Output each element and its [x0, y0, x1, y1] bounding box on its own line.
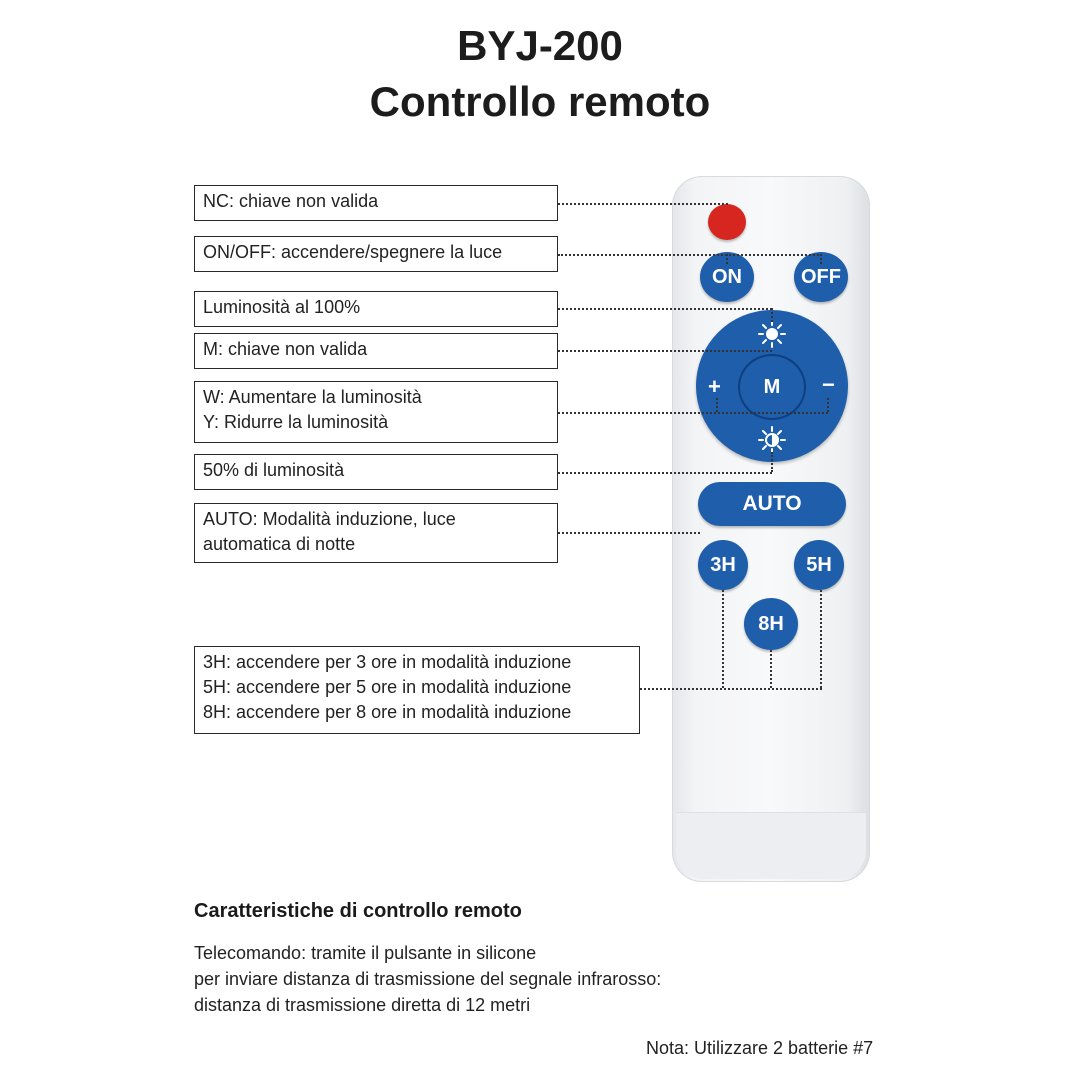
label-8h-text: 8H: accendere per 8 ore in modalità induzione	[203, 702, 572, 722]
label-onoff	[194, 236, 558, 272]
leader-5h-drop	[820, 590, 822, 688]
leader-lum50-rise	[771, 452, 773, 472]
nc-red-button[interactable]	[708, 204, 746, 240]
label-lum100	[194, 291, 558, 327]
page-subtitle: Controllo remoto	[369, 78, 711, 125]
leader-wy	[558, 412, 828, 414]
label-y-text: Y: Ridurre la luminosità	[203, 412, 389, 432]
leader-off-drop	[820, 254, 822, 264]
5h-button[interactable]: 5H	[794, 540, 844, 590]
label-m-text: M: chiave non valida	[203, 339, 368, 359]
leader-minus-drop	[827, 398, 829, 412]
leader-m	[558, 350, 772, 352]
features-line-1: Telecomando: tramite il pulsante in silicone	[194, 943, 537, 963]
leader-on-drop	[726, 254, 728, 264]
label-nc-text: NC: chiave non valida	[203, 191, 379, 211]
features-text	[194, 940, 661, 1018]
model-title: BYJ-200	[457, 22, 623, 69]
battery-cover	[676, 812, 866, 879]
features-line-3: distanza di trasmissione diretta di 12 metri	[194, 995, 531, 1015]
leader-plus-drop	[716, 398, 718, 412]
features-title: Caratteristiche di controllo remoto	[194, 900, 522, 922]
label-timers	[194, 646, 640, 734]
on-button[interactable]: ON	[700, 252, 754, 302]
label-auto-line1: AUTO: Modalità induzione, luce	[203, 509, 456, 529]
leader-8h-drop	[770, 650, 772, 688]
leader-lum50	[558, 472, 772, 474]
label-lum50-text: 50% di luminosità	[203, 460, 345, 480]
brightness-50-sun-icon[interactable]	[758, 426, 786, 454]
label-m	[194, 333, 558, 369]
3h-button[interactable]: 3H	[698, 540, 748, 590]
label-onoff-text: ON/OFF: accendere/spegnere la luce	[203, 242, 503, 262]
brightness-100-sun-icon[interactable]	[758, 320, 786, 348]
features-line-2: per inviare distanza di trasmissione del segnale infrarosso:	[194, 969, 662, 989]
label-nc	[194, 185, 558, 221]
leader-nc	[558, 203, 728, 205]
label-3h-text: 3H: accendere per 3 ore in modalità induzione	[203, 652, 572, 672]
plus-button[interactable]: +	[708, 374, 721, 399]
label-lum100-text: Luminosità al 100%	[203, 297, 361, 317]
8h-button[interactable]: 8H	[744, 598, 798, 650]
label-wy	[194, 381, 558, 443]
label-auto	[194, 503, 558, 563]
leader-auto	[558, 532, 700, 534]
m-button[interactable]: M	[738, 354, 806, 420]
leader-timers	[640, 688, 822, 690]
label-w-text: W: Aumentare la luminosità	[203, 387, 422, 407]
leader-onoff	[558, 254, 822, 256]
label-auto-line2: automatica di notte	[203, 534, 356, 554]
minus-button[interactable]: −	[822, 372, 835, 397]
leader-lum100	[558, 308, 772, 310]
leader-lum100-drop	[771, 308, 773, 322]
battery-note: Nota: Utilizzare 2 batterie #7	[646, 1038, 874, 1058]
leader-3h-drop	[722, 590, 724, 688]
auto-button[interactable]: AUTO	[698, 482, 846, 526]
off-button[interactable]: OFF	[794, 252, 848, 302]
label-5h-text: 5H: accendere per 5 ore in modalità induzione	[203, 677, 572, 697]
label-lum50	[194, 454, 558, 490]
